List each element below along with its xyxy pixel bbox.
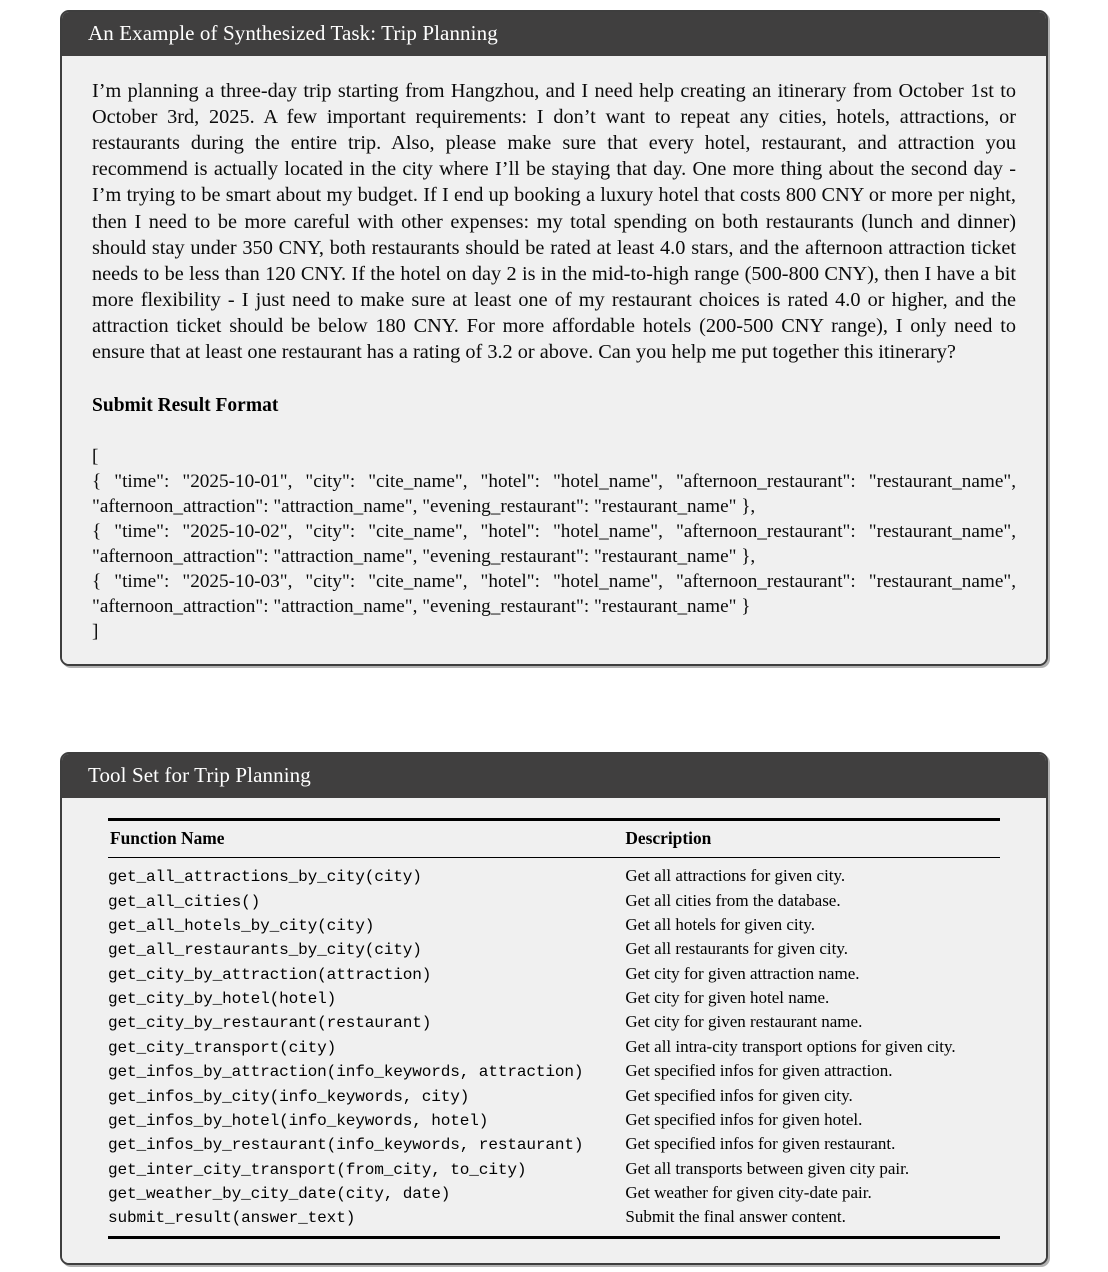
description-cell: Get all intra-city transport options for given city. — [625, 1036, 956, 1056]
table-row — [108, 1108, 1000, 1132]
function-name-cell: get_all_hotels_by_city(city) — [108, 916, 375, 935]
table-row — [108, 1205, 1000, 1238]
table-header — [108, 820, 1000, 858]
function-name-cell: get_infos_by_restaurant(info_keywords, restaurant) — [108, 1136, 584, 1155]
table-row — [108, 858, 1000, 889]
tool-set-table — [108, 818, 1000, 1239]
function-name-cell: get_all_cities() — [108, 892, 261, 911]
function-name-cell: get_city_by_restaurant(restaurant) — [108, 1014, 432, 1033]
table-row — [108, 888, 1000, 912]
description-cell: Get specified infos for given restaurant. — [625, 1134, 896, 1154]
table-row — [108, 1156, 1000, 1180]
function-name-cell: get_infos_by_hotel(info_keywords, hotel) — [108, 1111, 489, 1130]
task-prompt-text: I’m planning a three-day trip starting from Hangzhou, and I need help creating an itinerary from October 1st to October 3rd, 2025. A few important requirements: I don’t want to repeat any cities, hotels, attractions, or restaurants during the entire trip. Also, please make sure that every hotel, restaurant, and attraction you recommend is actually located in the city where I’ll be staying that day. One more thing about the second day - I’m trying to be smart about my budget. If I end up booking a luxury hotel that costs 800 CNY or more per night, then I need to be more careful with other expenses: my total spending on both restaurants (lunch and dinner) should stay under 350 CNY, both restaurants should be rated at least 4.0 stars, and the afternoon attraction ticket needs to be less than 120 CNY. If the hotel on day 2 is in the mid-to-high range (500-800 CNY), then I have a bit more flexibility - I just need to make sure at least one of my restaurant choices is rated 4.0 or higher, and the attraction ticket should be below 180 CNY. For more affordable hotels (200-500 CNY range), I only need to ensure that at least one restaurant has a rating of 3.2 or above. Can you help me put together this itinerary? — [92, 80, 1016, 363]
description-cell: Get all cities from the database. — [625, 890, 841, 910]
table-row — [108, 961, 1000, 985]
description-cell: Get specified infos for given attraction. — [625, 1061, 893, 1081]
table-row — [108, 1059, 1000, 1083]
table-row — [108, 1132, 1000, 1156]
column-header-description: Description — [625, 820, 1000, 858]
function-name-cell: get_all_attractions_by_city(city) — [108, 868, 422, 887]
function-name-cell: get_infos_by_attraction(info_keywords, attraction) — [108, 1063, 584, 1082]
function-name-cell: get_infos_by_city(info_keywords, city) — [108, 1087, 470, 1106]
function-name-cell: get_inter_city_transport(from_city, to_city) — [108, 1160, 527, 1179]
description-cell: Get all hotels for given city. — [625, 914, 815, 934]
description-cell: Get specified infos for given city. — [625, 1085, 853, 1105]
function-name-cell: submit_result(answer_text) — [108, 1205, 625, 1238]
tool-table-wrapper — [92, 816, 1016, 1243]
table-header-row — [108, 820, 1000, 858]
table-body — [108, 858, 1000, 1238]
tool-panel-title: Tool Set for Trip Planning — [62, 754, 1046, 798]
json-line: [ — [92, 446, 99, 467]
function-name-cell: get_city_by_attraction(attraction) — [108, 965, 432, 984]
table-row — [108, 1035, 1000, 1059]
task-panel-title: An Example of Synthesized Task: Trip Planning — [62, 12, 1046, 56]
submit-result-format-heading: Submit Result Format — [92, 395, 279, 416]
description-cell: Get all restaurants for given city. — [625, 939, 849, 959]
description-cell: Get city for given attraction name. — [625, 963, 860, 983]
column-header-function-name: Function Name — [108, 820, 625, 858]
submit-result-format-block — [92, 444, 1016, 644]
description-cell: Get all attractions for given city. — [625, 866, 846, 886]
function-name-cell: get_weather_by_city_date(city, date) — [108, 1185, 451, 1204]
json-line: { "time": "2025-10-03", "city": "cite_name", "hotel": "hotel_name", "afternoon_restaurant": "restaurant_name", "afternoon_attraction": "attraction_name", "evening_restaurant": "restaurant_name" } — [92, 571, 1016, 618]
table-row — [108, 986, 1000, 1010]
description-cell: Get all transports between given city pair. — [625, 1158, 910, 1178]
table-row — [108, 1010, 1000, 1034]
json-line: { "time": "2025-10-02", "city": "cite_name", "hotel": "hotel_name", "afternoon_restaurant": "restaurant_name", "afternoon_attraction": "attraction_name", "evening_restaurant": "restaurant_name" }, — [92, 521, 1016, 568]
task-panel-body — [62, 56, 1046, 664]
function-name-cell: get_all_restaurants_by_city(city) — [108, 941, 422, 960]
description-cell: Get city for given hotel name. — [625, 988, 830, 1008]
function-name-cell: get_city_transport(city) — [108, 1038, 337, 1057]
description-cell: Get specified infos for given hotel. — [625, 1109, 863, 1129]
description-cell: Submit the final answer content. — [625, 1205, 1000, 1238]
tool-set-panel — [60, 752, 1048, 1265]
table-row — [108, 1181, 1000, 1205]
json-line: { "time": "2025-10-01", "city": "cite_name", "hotel": "hotel_name", "afternoon_restaurant": "restaurant_name", "afternoon_attraction": "attraction_name", "evening_restaurant": "restaurant_name" }, — [92, 471, 1016, 518]
table-row — [108, 913, 1000, 937]
table-row — [108, 937, 1000, 961]
description-cell: Get weather for given city-date pair. — [625, 1183, 872, 1203]
json-line: ] — [92, 621, 99, 643]
task-example-panel — [60, 10, 1048, 666]
description-cell: Get city for given restaurant name. — [625, 1012, 863, 1032]
function-name-cell: get_city_by_hotel(hotel) — [108, 990, 337, 1009]
tool-panel-body — [62, 798, 1046, 1263]
table-row — [108, 1083, 1000, 1107]
